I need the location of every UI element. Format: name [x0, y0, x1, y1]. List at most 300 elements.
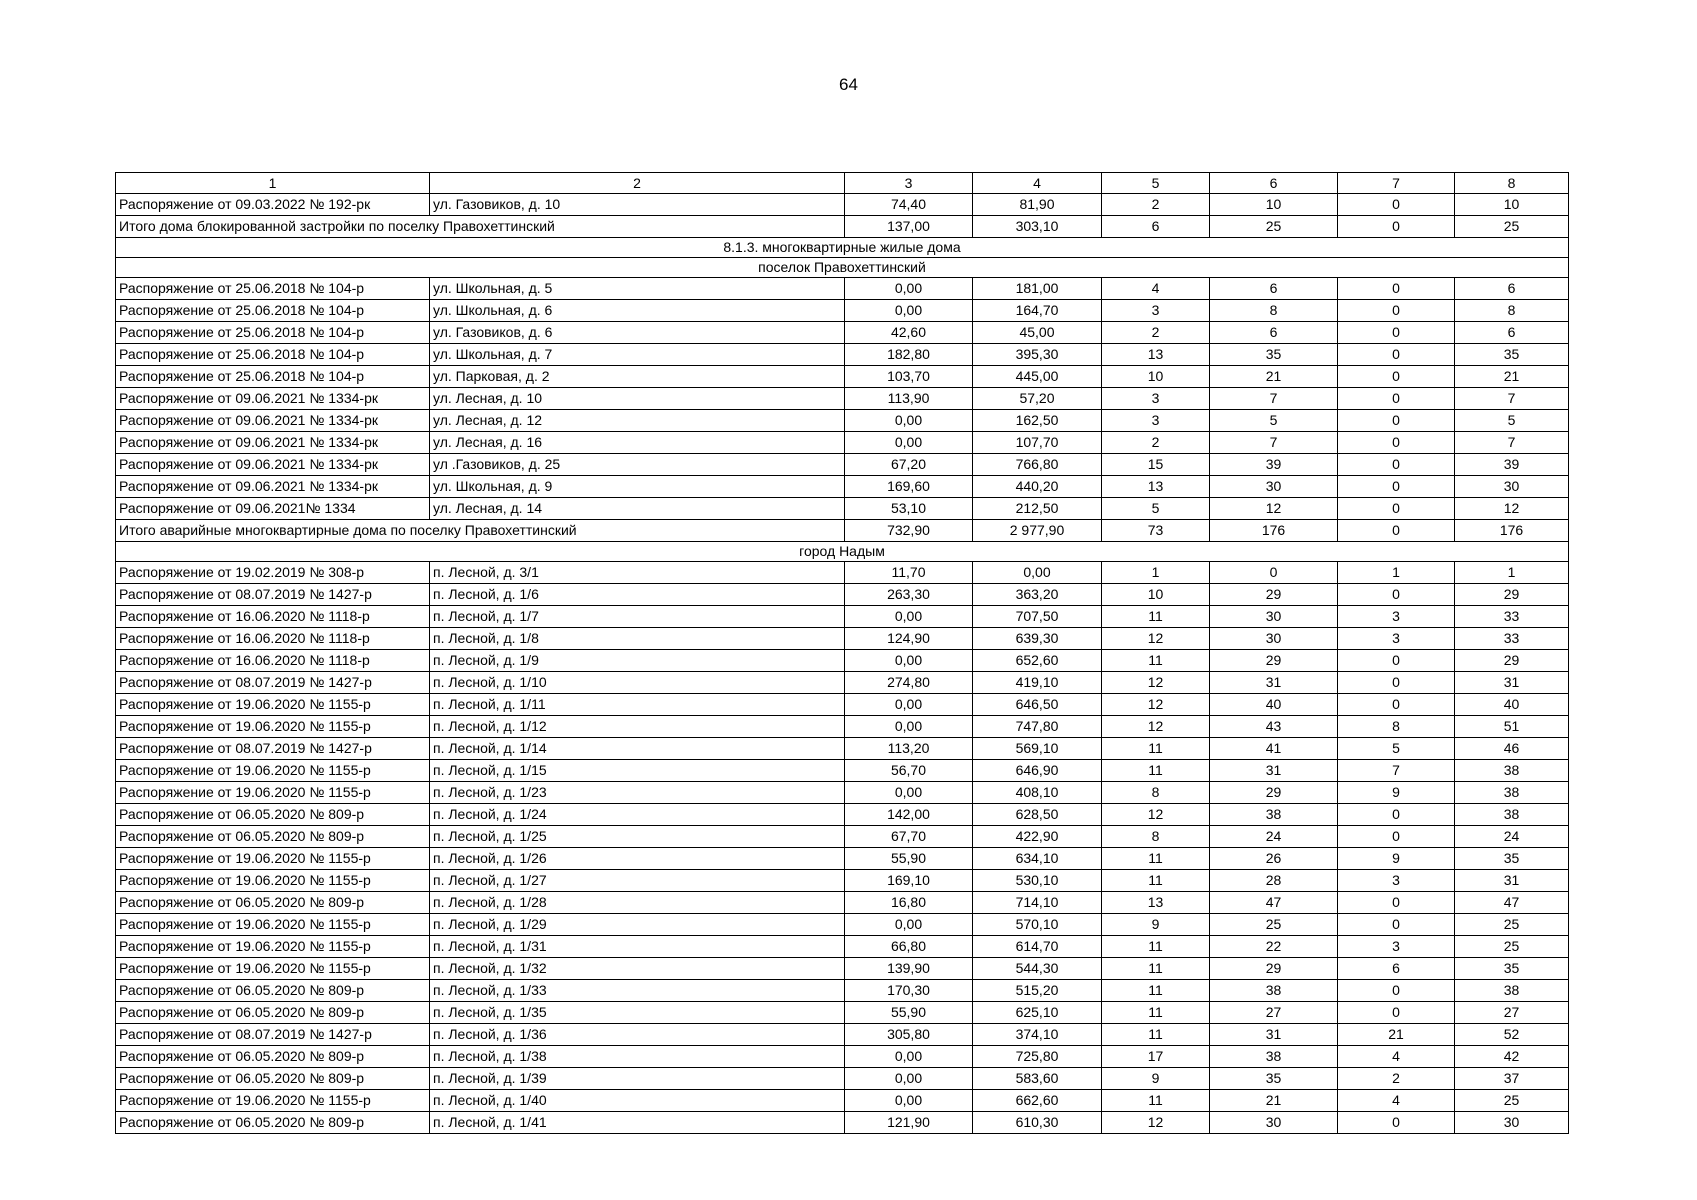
document-cell: Распоряжение от 19.06.2020 № 1155-р — [116, 760, 430, 782]
value-cell: 0,00 — [845, 650, 973, 672]
value-cell: 67,20 — [845, 454, 973, 476]
table-row — [116, 1090, 1569, 1112]
value-cell: 2 — [1338, 1068, 1455, 1090]
value-cell: 33 — [1455, 628, 1569, 650]
value-cell: 0 — [1338, 980, 1455, 1002]
value-cell: 51 — [1455, 716, 1569, 738]
value-cell: 35 — [1455, 344, 1569, 366]
value-cell: 24 — [1455, 826, 1569, 848]
address-cell: п. Лесной, д. 3/1 — [430, 562, 845, 584]
value-cell: 142,00 — [845, 804, 973, 826]
table-row — [116, 1046, 1569, 1068]
value-cell: 652,60 — [973, 650, 1102, 672]
value-cell: 4 — [1102, 278, 1210, 300]
value-cell: 30 — [1210, 606, 1338, 628]
value-cell: 0 — [1338, 804, 1455, 826]
settlement-heading — [116, 258, 1569, 278]
value-cell: 0,00 — [845, 694, 973, 716]
table-row — [116, 388, 1569, 410]
table-row — [116, 476, 1569, 498]
value-cell: 419,10 — [973, 672, 1102, 694]
value-cell: 8 — [1455, 300, 1569, 322]
value-cell: 0,00 — [845, 410, 973, 432]
total-value: 2 977,90 — [973, 520, 1102, 542]
value-cell: 30 — [1210, 476, 1338, 498]
address-cell: ул. Газовиков, д. 10 — [430, 194, 845, 216]
address-cell: ул. Лесная, д. 14 — [430, 498, 845, 520]
total-label: Итого дома блокированной застройки по поселку Правохеттинский — [116, 216, 845, 238]
settlement-heading — [116, 542, 1569, 562]
value-cell: 5 — [1455, 410, 1569, 432]
value-cell: 639,30 — [973, 628, 1102, 650]
value-cell: 0 — [1338, 194, 1455, 216]
value-cell: 8 — [1210, 300, 1338, 322]
address-cell: п. Лесной, д. 1/36 — [430, 1024, 845, 1046]
value-cell: 8 — [1102, 782, 1210, 804]
value-cell: 103,70 — [845, 366, 973, 388]
document-cell: Распоряжение от 06.05.2020 № 809-р — [116, 1002, 430, 1024]
total-value: 73 — [1102, 520, 1210, 542]
value-cell: 29 — [1210, 782, 1338, 804]
value-cell: 41 — [1210, 738, 1338, 760]
value-cell: 21 — [1455, 366, 1569, 388]
address-cell: ул. Школьная, д. 7 — [430, 344, 845, 366]
value-cell: 29 — [1210, 584, 1338, 606]
document-cell: Распоряжение от 09.06.2021 № 1334-рк — [116, 388, 430, 410]
table-row — [116, 1024, 1569, 1046]
table-row — [116, 716, 1569, 738]
total-value: 176 — [1455, 520, 1569, 542]
column-header: 6 — [1210, 173, 1338, 194]
value-cell: 363,20 — [973, 584, 1102, 606]
address-cell: п. Лесной, д. 1/6 — [430, 584, 845, 606]
address-cell: п. Лесной, д. 1/38 — [430, 1046, 845, 1068]
table-row — [116, 498, 1569, 520]
value-cell: 646,90 — [973, 760, 1102, 782]
value-cell: 43 — [1210, 716, 1338, 738]
document-cell: Распоряжение от 09.06.2021 № 1334-рк — [116, 410, 430, 432]
value-cell: 610,30 — [973, 1112, 1102, 1134]
table-row — [116, 1068, 1569, 1090]
value-cell: 3 — [1338, 628, 1455, 650]
value-cell: 162,50 — [973, 410, 1102, 432]
document-cell: Распоряжение от 16.06.2020 № 1118-р — [116, 606, 430, 628]
value-cell: 11 — [1102, 738, 1210, 760]
document-cell: Распоряжение от 06.05.2020 № 809-р — [116, 892, 430, 914]
value-cell: 11 — [1102, 958, 1210, 980]
value-cell: 5 — [1210, 410, 1338, 432]
value-cell: 4 — [1338, 1046, 1455, 1068]
value-cell: 38 — [1455, 760, 1569, 782]
document-cell: Распоряжение от 19.06.2020 № 1155-р — [116, 914, 430, 936]
value-cell: 39 — [1455, 454, 1569, 476]
document-cell: Распоряжение от 19.06.2020 № 1155-р — [116, 958, 430, 980]
value-cell: 38 — [1455, 804, 1569, 826]
value-cell: 544,30 — [973, 958, 1102, 980]
value-cell: 11 — [1102, 1024, 1210, 1046]
value-cell: 29 — [1455, 650, 1569, 672]
value-cell: 27 — [1455, 1002, 1569, 1024]
value-cell: 121,90 — [845, 1112, 973, 1134]
table-row — [116, 584, 1569, 606]
document-cell: Распоряжение от 25.06.2018 № 104-р — [116, 344, 430, 366]
table-row — [116, 870, 1569, 892]
document-cell: Распоряжение от 09.06.2021 № 1334-рк — [116, 454, 430, 476]
value-cell: 33 — [1455, 606, 1569, 628]
value-cell: 7 — [1338, 760, 1455, 782]
table-row — [116, 628, 1569, 650]
table-row — [116, 694, 1569, 716]
value-cell: 583,60 — [973, 1068, 1102, 1090]
document-cell: Распоряжение от 19.06.2020 № 1155-р — [116, 848, 430, 870]
settlement-heading-label: поселок Правохеттинский — [116, 258, 1569, 278]
table-row — [116, 194, 1569, 216]
address-cell: ул. Школьная, д. 5 — [430, 278, 845, 300]
value-cell: 29 — [1210, 958, 1338, 980]
value-cell: 7 — [1210, 432, 1338, 454]
value-cell: 0,00 — [845, 914, 973, 936]
value-cell: 25 — [1455, 914, 1569, 936]
address-cell: ул. Лесная, д. 16 — [430, 432, 845, 454]
table-row — [116, 672, 1569, 694]
address-cell: ул .Газовиков, д. 25 — [430, 454, 845, 476]
value-cell: 55,90 — [845, 1002, 973, 1024]
value-cell: 0,00 — [973, 562, 1102, 584]
value-cell: 212,50 — [973, 498, 1102, 520]
value-cell: 614,70 — [973, 936, 1102, 958]
total-value: 0 — [1338, 520, 1455, 542]
value-cell: 0 — [1338, 650, 1455, 672]
value-cell: 46 — [1455, 738, 1569, 760]
value-cell: 3 — [1102, 300, 1210, 322]
value-cell: 766,80 — [973, 454, 1102, 476]
value-cell: 139,90 — [845, 958, 973, 980]
value-cell: 25 — [1455, 1090, 1569, 1112]
value-cell: 31 — [1455, 870, 1569, 892]
value-cell: 38 — [1210, 804, 1338, 826]
address-cell: п. Лесной, д. 1/25 — [430, 826, 845, 848]
value-cell: 0 — [1338, 454, 1455, 476]
document-cell: Распоряжение от 25.06.2018 № 104-р — [116, 366, 430, 388]
address-cell: п. Лесной, д. 1/15 — [430, 760, 845, 782]
value-cell: 42 — [1455, 1046, 1569, 1068]
document-cell: Распоряжение от 19.06.2020 № 1155-р — [116, 782, 430, 804]
value-cell: 0,00 — [845, 606, 973, 628]
column-header: 5 — [1102, 173, 1210, 194]
address-cell: ул. Лесная, д. 12 — [430, 410, 845, 432]
address-cell: ул. Парковая, д. 2 — [430, 366, 845, 388]
value-cell: 47 — [1455, 892, 1569, 914]
value-cell: 2 — [1102, 322, 1210, 344]
value-cell: 0,00 — [845, 300, 973, 322]
value-cell: 39 — [1210, 454, 1338, 476]
value-cell: 0 — [1338, 1002, 1455, 1024]
column-header: 1 — [116, 173, 430, 194]
value-cell: 1 — [1102, 562, 1210, 584]
value-cell: 1 — [1338, 562, 1455, 584]
total-value: 303,10 — [973, 216, 1102, 238]
value-cell: 12 — [1455, 498, 1569, 520]
address-cell: п. Лесной, д. 1/23 — [430, 782, 845, 804]
address-cell: п. Лесной, д. 1/12 — [430, 716, 845, 738]
value-cell: 11 — [1102, 870, 1210, 892]
value-cell: 15 — [1102, 454, 1210, 476]
value-cell: 40 — [1210, 694, 1338, 716]
table-body — [116, 173, 1569, 1134]
page-number: 64 — [839, 75, 858, 94]
value-cell: 0 — [1338, 300, 1455, 322]
value-cell: 11 — [1102, 980, 1210, 1002]
document-cell: Распоряжение от 06.05.2020 № 809-р — [116, 826, 430, 848]
value-cell: 662,60 — [973, 1090, 1102, 1112]
value-cell: 42,60 — [845, 322, 973, 344]
total-label: Итого аварийные многоквартирные дома по поселку Правохеттинский — [116, 520, 845, 542]
value-cell: 7 — [1210, 388, 1338, 410]
address-cell: п. Лесной, д. 1/9 — [430, 650, 845, 672]
value-cell: 11 — [1102, 650, 1210, 672]
address-cell: ул. Школьная, д. 6 — [430, 300, 845, 322]
address-cell: п. Лесной, д. 1/40 — [430, 1090, 845, 1112]
value-cell: 113,90 — [845, 388, 973, 410]
value-cell: 0,00 — [845, 716, 973, 738]
value-cell: 0,00 — [845, 1068, 973, 1090]
value-cell: 55,90 — [845, 848, 973, 870]
value-cell: 169,60 — [845, 476, 973, 498]
value-cell: 29 — [1210, 650, 1338, 672]
total-blocked-row — [116, 216, 1569, 238]
value-cell: 26 — [1210, 848, 1338, 870]
value-cell: 107,70 — [973, 432, 1102, 454]
value-cell: 747,80 — [973, 716, 1102, 738]
address-cell: ул. Газовиков, д. 6 — [430, 322, 845, 344]
document-cell: Распоряжение от 16.06.2020 № 1118-р — [116, 628, 430, 650]
value-cell: 634,10 — [973, 848, 1102, 870]
address-cell: п. Лесной, д. 1/26 — [430, 848, 845, 870]
value-cell: 181,00 — [973, 278, 1102, 300]
value-cell: 0 — [1338, 672, 1455, 694]
value-cell: 714,10 — [973, 892, 1102, 914]
value-cell: 0 — [1338, 410, 1455, 432]
table-row — [116, 826, 1569, 848]
total-value: 25 — [1210, 216, 1338, 238]
value-cell: 31 — [1210, 760, 1338, 782]
value-cell: 11 — [1102, 936, 1210, 958]
document-cell: Распоряжение от 06.05.2020 № 809-р — [116, 1112, 430, 1134]
value-cell: 164,70 — [973, 300, 1102, 322]
table-row — [116, 300, 1569, 322]
value-cell: 2 — [1102, 432, 1210, 454]
table-row — [116, 782, 1569, 804]
value-cell: 30 — [1455, 476, 1569, 498]
value-cell: 10 — [1102, 584, 1210, 606]
value-cell: 31 — [1210, 1024, 1338, 1046]
value-cell: 30 — [1210, 1112, 1338, 1134]
value-cell: 6 — [1455, 322, 1569, 344]
total-value: 6 — [1102, 216, 1210, 238]
address-cell: ул. Школьная, д. 9 — [430, 476, 845, 498]
value-cell: 45,00 — [973, 322, 1102, 344]
address-cell: п. Лесной, д. 1/7 — [430, 606, 845, 628]
value-cell: 4 — [1338, 1090, 1455, 1112]
address-cell: п. Лесной, д. 1/27 — [430, 870, 845, 892]
document-cell: Распоряжение от 19.02.2019 № 308-р — [116, 562, 430, 584]
value-cell: 569,10 — [973, 738, 1102, 760]
value-cell: 16,80 — [845, 892, 973, 914]
column-header: 2 — [430, 173, 845, 194]
value-cell: 11,70 — [845, 562, 973, 584]
section-title — [116, 238, 1569, 258]
table-row — [116, 650, 1569, 672]
value-cell: 3 — [1338, 936, 1455, 958]
value-cell: 625,10 — [973, 1002, 1102, 1024]
address-cell: п. Лесной, д. 1/39 — [430, 1068, 845, 1090]
value-cell: 38 — [1455, 782, 1569, 804]
column-header: 8 — [1455, 173, 1569, 194]
value-cell: 0,00 — [845, 782, 973, 804]
value-cell: 628,50 — [973, 804, 1102, 826]
value-cell: 445,00 — [973, 366, 1102, 388]
settlement-heading-label: город Надым — [116, 542, 1569, 562]
document-cell: Распоряжение от 25.06.2018 № 104-р — [116, 322, 430, 344]
value-cell: 7 — [1455, 432, 1569, 454]
value-cell: 31 — [1210, 672, 1338, 694]
address-cell: п. Лесной, д. 1/10 — [430, 672, 845, 694]
value-cell: 9 — [1102, 1068, 1210, 1090]
value-cell: 25 — [1455, 936, 1569, 958]
value-cell: 3 — [1102, 410, 1210, 432]
value-cell: 12 — [1102, 716, 1210, 738]
value-cell: 0 — [1338, 476, 1455, 498]
value-cell: 515,20 — [973, 980, 1102, 1002]
value-cell: 31 — [1455, 672, 1569, 694]
value-cell: 35 — [1455, 958, 1569, 980]
value-cell: 56,70 — [845, 760, 973, 782]
value-cell: 13 — [1102, 476, 1210, 498]
table-row — [116, 892, 1569, 914]
value-cell: 707,50 — [973, 606, 1102, 628]
value-cell: 0 — [1338, 694, 1455, 716]
total-value: 137,00 — [845, 216, 973, 238]
total-emergency-row — [116, 520, 1569, 542]
column-header: 3 — [845, 173, 973, 194]
column-header: 4 — [973, 173, 1102, 194]
section-title-label: 8.1.3. многоквартирные жилые дома — [116, 238, 1569, 258]
value-cell: 6 — [1210, 322, 1338, 344]
value-cell: 646,50 — [973, 694, 1102, 716]
value-cell: 374,10 — [973, 1024, 1102, 1046]
table-row — [116, 432, 1569, 454]
value-cell: 0,00 — [845, 1046, 973, 1068]
value-cell: 13 — [1102, 344, 1210, 366]
value-cell: 12 — [1102, 694, 1210, 716]
address-cell: ул. Лесная, д. 10 — [430, 388, 845, 410]
value-cell: 66,80 — [845, 936, 973, 958]
value-cell: 11 — [1102, 606, 1210, 628]
document-cell: Распоряжение от 09.06.2021 № 1334-рк — [116, 476, 430, 498]
table-row — [116, 606, 1569, 628]
value-cell: 12 — [1102, 628, 1210, 650]
housing-table — [115, 172, 1569, 1134]
value-cell: 12 — [1102, 1112, 1210, 1134]
value-cell: 47 — [1210, 892, 1338, 914]
value-cell: 113,20 — [845, 738, 973, 760]
document-cell: Распоряжение от 19.06.2020 № 1155-р — [116, 1090, 430, 1112]
value-cell: 0 — [1338, 344, 1455, 366]
table-row — [116, 936, 1569, 958]
value-cell: 8 — [1338, 716, 1455, 738]
value-cell: 67,70 — [845, 826, 973, 848]
value-cell: 0 — [1338, 892, 1455, 914]
table-row — [116, 848, 1569, 870]
document-cell: Распоряжение от 06.05.2020 № 809-р — [116, 980, 430, 1002]
address-cell: п. Лесной, д. 1/35 — [430, 1002, 845, 1024]
address-cell: п. Лесной, д. 1/32 — [430, 958, 845, 980]
value-cell: 124,90 — [845, 628, 973, 650]
value-cell: 440,20 — [973, 476, 1102, 498]
value-cell: 8 — [1102, 826, 1210, 848]
value-cell: 0 — [1338, 584, 1455, 606]
value-cell: 5 — [1338, 738, 1455, 760]
table-row — [116, 344, 1569, 366]
value-cell: 6 — [1338, 958, 1455, 980]
value-cell: 10 — [1102, 366, 1210, 388]
value-cell: 0,00 — [845, 1090, 973, 1112]
document-cell: Распоряжение от 09.03.2022 № 192-рк — [116, 194, 430, 216]
value-cell: 52 — [1455, 1024, 1569, 1046]
total-value: 176 — [1210, 520, 1338, 542]
column-header: 7 — [1338, 173, 1455, 194]
table-row — [116, 738, 1569, 760]
value-cell: 0 — [1210, 562, 1338, 584]
value-cell: 27 — [1210, 1002, 1338, 1024]
value-cell: 0 — [1338, 498, 1455, 520]
document-cell: Распоряжение от 09.06.2021 № 1334-рк — [116, 432, 430, 454]
table-row — [116, 1112, 1569, 1134]
value-cell: 9 — [1102, 914, 1210, 936]
address-cell: п. Лесной, д. 1/11 — [430, 694, 845, 716]
document-cell: Распоряжение от 08.07.2019 № 1427-р — [116, 672, 430, 694]
value-cell: 5 — [1102, 498, 1210, 520]
value-cell: 21 — [1210, 366, 1338, 388]
table-row — [116, 914, 1569, 936]
value-cell: 0 — [1338, 826, 1455, 848]
document-cell: Распоряжение от 08.07.2019 № 1427-р — [116, 1024, 430, 1046]
value-cell: 12 — [1102, 672, 1210, 694]
value-cell: 0,00 — [845, 432, 973, 454]
value-cell: 24 — [1210, 826, 1338, 848]
document-cell: Распоряжение от 19.06.2020 № 1155-р — [116, 694, 430, 716]
document-cell: Распоряжение от 19.06.2020 № 1155-р — [116, 936, 430, 958]
value-cell: 395,30 — [973, 344, 1102, 366]
value-cell: 9 — [1338, 848, 1455, 870]
value-cell: 74,40 — [845, 194, 973, 216]
document-cell: Распоряжение от 06.05.2020 № 809-р — [116, 804, 430, 826]
address-cell: п. Лесной, д. 1/41 — [430, 1112, 845, 1134]
table-row — [116, 366, 1569, 388]
value-cell: 10 — [1210, 194, 1338, 216]
value-cell: 38 — [1210, 980, 1338, 1002]
value-cell: 21 — [1338, 1024, 1455, 1046]
table-row — [116, 980, 1569, 1002]
column-number-row — [116, 173, 1569, 194]
total-value: 25 — [1455, 216, 1569, 238]
document-cell: Распоряжение от 06.05.2020 № 809-р — [116, 1068, 430, 1090]
value-cell: 3 — [1338, 870, 1455, 892]
value-cell: 38 — [1455, 980, 1569, 1002]
total-value: 732,90 — [845, 520, 973, 542]
table-row — [116, 322, 1569, 344]
table-row — [116, 958, 1569, 980]
